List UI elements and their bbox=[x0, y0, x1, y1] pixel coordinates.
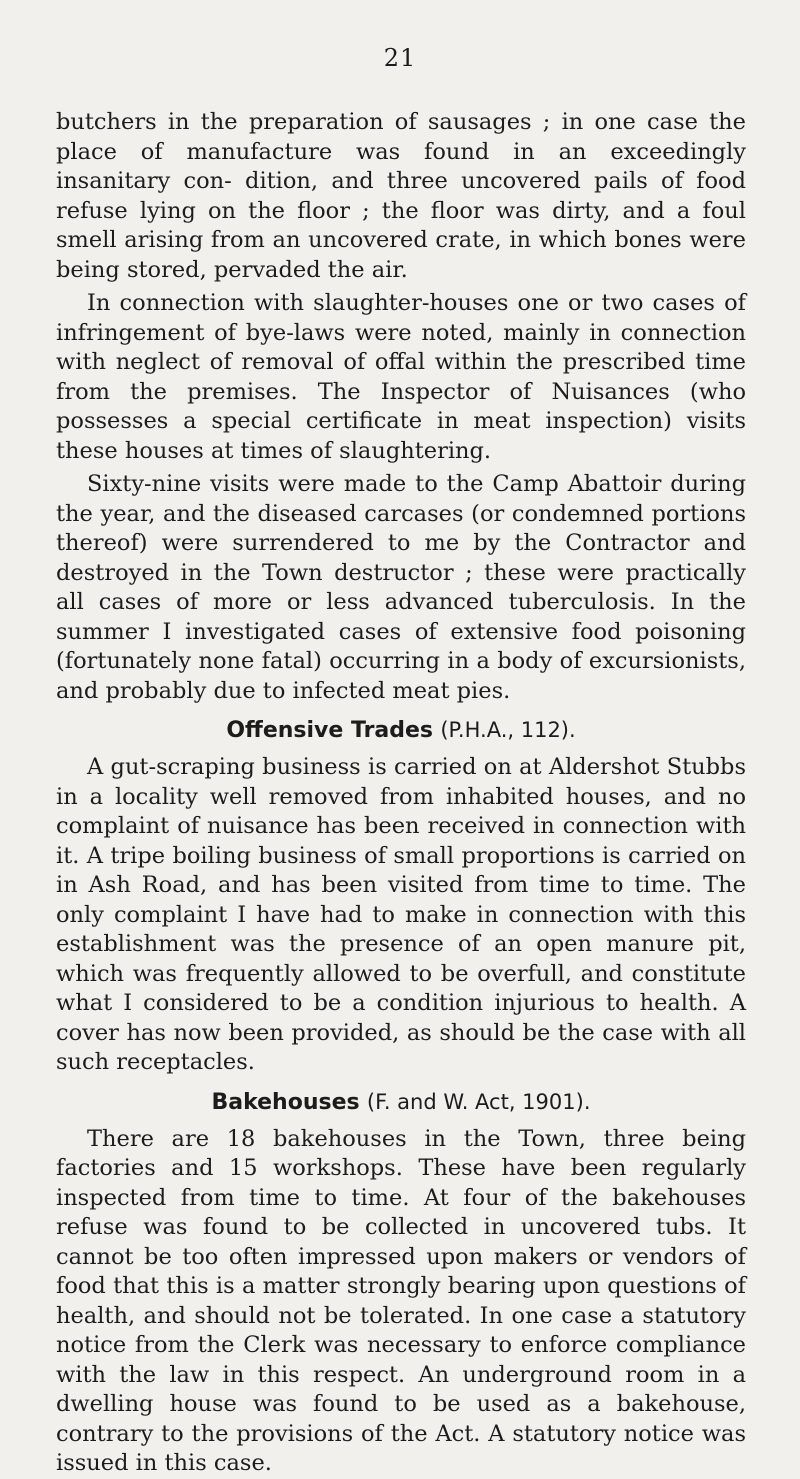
paragraph-slaughter-houses: In connection with slaughter-houses one or two cases of infringement of bye-laws were noted, mainly in connection with neglect of removal of offal within the prescribed time from the premises. The Inspector of Nuisances (who possesses a special certificate in meat inspection) visits these houses at times of slaughtering. bbox=[56, 290, 746, 464]
heading-offensive-trades-title: Offensive Trades bbox=[226, 718, 434, 743]
paragraph-bakehouses: There are 18 bakehouses in the Town, three being factories and 15 workshops. These have been regularly inspected from time to time. At four of the bakehouses refuse was found to be collected in uncovered tubs. It cannot be too often impressed upon makers or vendors of food that this is a matter strongly bearing upon questions of health, and should not be tolerated. In one case a statutory notice from the Clerk was necessary to enforce compliance with the law in this respect. An underground room in a dwelling house was found to be used as a bakehouse, contrary to the provisions of the Act. A statutory notice was issued in this case. bbox=[56, 1125, 746, 1476]
heading-offensive-trades-reference: (P.H.A., 112). bbox=[440, 718, 576, 742]
body-text bbox=[56, 108, 746, 1479]
heading-bakehouses-reference: (F. and W. Act, 1901). bbox=[366, 1089, 591, 1114]
heading-bakehouses-title: Bakehouses bbox=[211, 1089, 360, 1115]
heading-offensive-trades bbox=[56, 716, 746, 745]
page-number: 21 bbox=[383, 44, 417, 72]
paragraph-butchers: butchers in the preparation of sausages ; in one case the place of manufacture was found in an exceedingly insanitary con- dition, and three uncovered pails of food refuse lying on the floor ; the floor was dirty, and a foul smell arising from an uncovered crate, in which bones were being stored, pervaded the air. bbox=[56, 109, 746, 283]
paragraph-offensive-trades: A gut-scraping business is carried on at Aldershot Stubbs in a locality well removed from inhabited houses, and no complaint of nuisance has been received in connection with it. A tripe boiling business of small proportions is carried on in Ash Road, and has been visited from time to time. The only complaint I have had to make in connection with this establishment was the presence of an open manure pit, which was frequently allowed to be overfull, and constitute what I considered to be a condition injurious to health. A cover has now been provided, as should be the case with all such receptacles. bbox=[56, 754, 746, 1075]
paragraph-camp-abattoir: Sixty-nine visits were made to the Camp Abattoir during the year, and the diseased carcases (or condemned portions thereof) were surrendered to me by the Contractor and destroyed in the Town destructor ; these were practically all cases of more or less advanced tuberculosis. In the summer I investigated cases of extensive food poisoning (fortunately none fatal) occurring in a body of excursionists, and probably due to infected meat pies. bbox=[56, 471, 746, 704]
heading-bakehouses bbox=[56, 1088, 746, 1117]
